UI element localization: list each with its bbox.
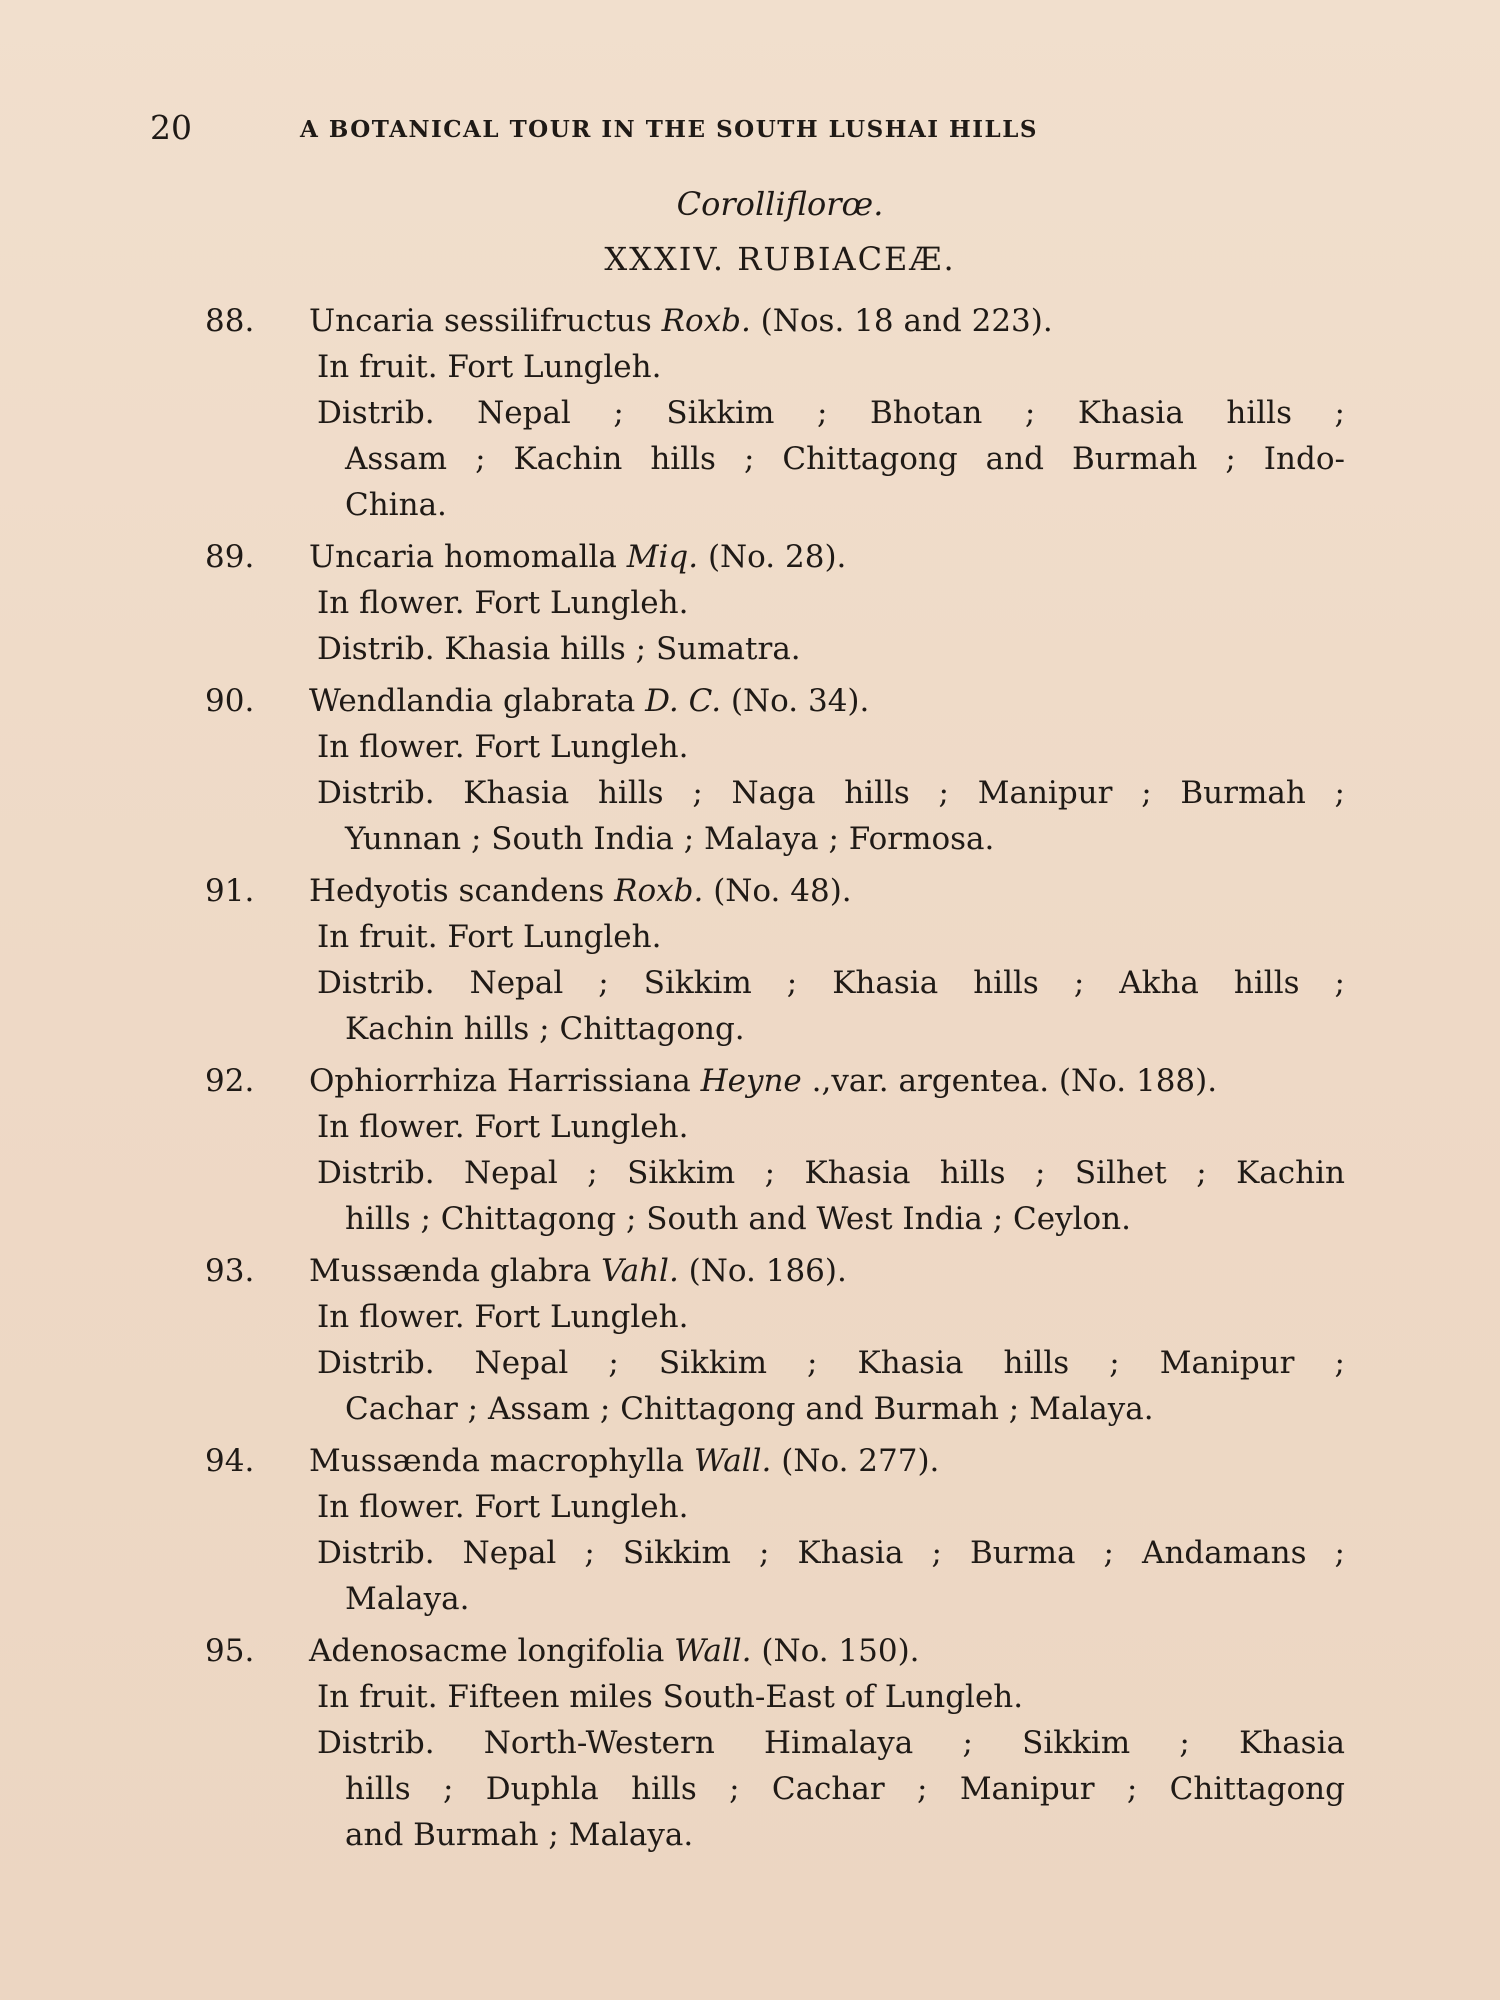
species-name: Mussænda glabra — [309, 1253, 602, 1289]
specimen-reference: (No. 48). — [703, 873, 852, 909]
specimen-reference: (No. 34). — [721, 683, 870, 719]
distribution-line: Assam ; Kachin hills ; Chittagong and Burmah ; Indo- — [345, 441, 1345, 477]
family-heading: XXXIV. RUBIACEÆ. — [604, 240, 956, 278]
species-authority: D. C. — [645, 683, 722, 719]
species-name: Wendlandia glabrata — [309, 683, 646, 719]
page-number: 20 — [150, 108, 192, 147]
distribution-line: Yunnan ; South India ; Malaya ; Formosa. — [345, 821, 995, 857]
distribution-line: Kachin hills ; Chittagong. — [345, 1011, 745, 1047]
species-authority: Heyne — [700, 1063, 802, 1099]
specimen-reference: (No. 186). — [678, 1253, 847, 1289]
species-name: Uncaria homomalla — [309, 539, 627, 575]
species-authority: Roxb. — [614, 873, 704, 909]
entry-number: 91. — [205, 873, 255, 909]
species-authority: Miq. — [626, 539, 699, 575]
species-authority: Roxb. — [661, 303, 751, 339]
distribution-line: Distrib. Khasia hills ; Naga hills ; Manipur ; Burmah ; — [317, 775, 1345, 811]
specimen-reference: (No. 150). — [751, 1633, 920, 1669]
specimen-reference: (No. 28). — [698, 539, 847, 575]
distribution-line: hills ; Chittagong ; South and West India ; Ceylon. — [345, 1201, 1132, 1237]
distribution-line: Distrib. Nepal ; Sikkim ; Khasia ; Burma ; Andamans ; — [317, 1535, 1345, 1571]
entry-heading — [205, 534, 1345, 580]
entry-number: 88. — [205, 303, 255, 339]
distribution-line: Distrib. Nepal ; Sikkim ; Khasia hills ; Akha hills ; — [317, 965, 1345, 1001]
distribution-line: Distrib. Nepal ; Sikkim ; Khasia hills ; Silhet ; Kachin — [317, 1155, 1345, 1191]
collection-note: In fruit. Fort Lungleh. — [317, 919, 662, 955]
distribution-line: Malaya. — [345, 1581, 470, 1617]
collection-note: In fruit. Fifteen miles South-East of Lungleh. — [317, 1679, 1024, 1715]
species-authority: Wall. — [694, 1443, 772, 1479]
entry-number: 90. — [205, 683, 255, 719]
entry-number: 93. — [205, 1253, 255, 1289]
entry-number: 92. — [205, 1063, 255, 1099]
species-list — [205, 298, 1345, 1864]
entry-heading — [205, 868, 1345, 914]
species-name: Adenosacme longifolia — [309, 1633, 675, 1669]
entry-number: 89. — [205, 539, 255, 575]
running-title: A BOTANICAL TOUR IN THE SOUTH LUSHAI HILLS — [300, 116, 1038, 143]
entry-number: 95. — [205, 1633, 255, 1669]
collection-note: In flower. Fort Lungleh. — [317, 1109, 689, 1145]
entry-heading — [205, 678, 1345, 724]
collection-note: In flower. Fort Lungleh. — [317, 585, 689, 621]
entry-heading — [205, 1058, 1345, 1104]
page-header — [150, 108, 1200, 148]
subclass-heading: Corolliflorœ. — [676, 185, 884, 223]
collection-note: In flower. Fort Lungleh. — [317, 1489, 689, 1525]
distribution-line: and Burmah ; Malaya. — [345, 1817, 694, 1853]
entry-heading — [205, 1628, 1345, 1674]
species-entry — [205, 1058, 1345, 1242]
distribution-line: Distrib. Nepal ; Sikkim ; Bhotan ; Khasia hills ; — [317, 395, 1345, 431]
distribution-line: Distrib. North-Western Himalaya ; Sikkim ; Khasia — [317, 1725, 1345, 1761]
species-entry — [205, 868, 1345, 1052]
entry-number: 94. — [205, 1443, 255, 1479]
species-entry — [205, 534, 1345, 672]
specimen-reference: .,var. argentea. (No. 188). — [801, 1063, 1218, 1099]
collection-note: In flower. Fort Lungleh. — [317, 1299, 689, 1335]
species-authority: Wall. — [674, 1633, 752, 1669]
species-name: Mussænda macrophylla — [309, 1443, 695, 1479]
species-name: Uncaria sessilifructus — [309, 303, 662, 339]
collection-note: In flower. Fort Lungleh. — [317, 729, 689, 765]
distribution-line: China. — [345, 487, 447, 523]
species-name: Ophiorrhiza Harrissiana — [309, 1063, 701, 1099]
entry-heading — [205, 298, 1345, 344]
specimen-reference: (Nos. 18 and 223). — [750, 303, 1053, 339]
distribution-line: hills ; Duphla hills ; Cachar ; Manipur ; Chittagong — [345, 1771, 1345, 1807]
species-authority: Vahl. — [601, 1253, 679, 1289]
distribution-line: Cachar ; Assam ; Chittagong and Burmah ; Malaya. — [345, 1391, 1154, 1427]
species-entry — [205, 1438, 1345, 1622]
distribution-line: Distrib. Khasia hills ; Sumatra. — [317, 631, 801, 667]
species-entry — [205, 1628, 1345, 1858]
distribution-line: Distrib. Nepal ; Sikkim ; Khasia hills ; Manipur ; — [317, 1345, 1345, 1381]
species-name: Hedyotis scandens — [309, 873, 615, 909]
entry-heading — [205, 1438, 1345, 1484]
species-entry — [205, 1248, 1345, 1432]
collection-note: In fruit. Fort Lungleh. — [317, 349, 662, 385]
specimen-reference: (No. 277). — [771, 1443, 940, 1479]
entry-heading — [205, 1248, 1345, 1294]
species-entry — [205, 678, 1345, 862]
species-entry — [205, 298, 1345, 528]
